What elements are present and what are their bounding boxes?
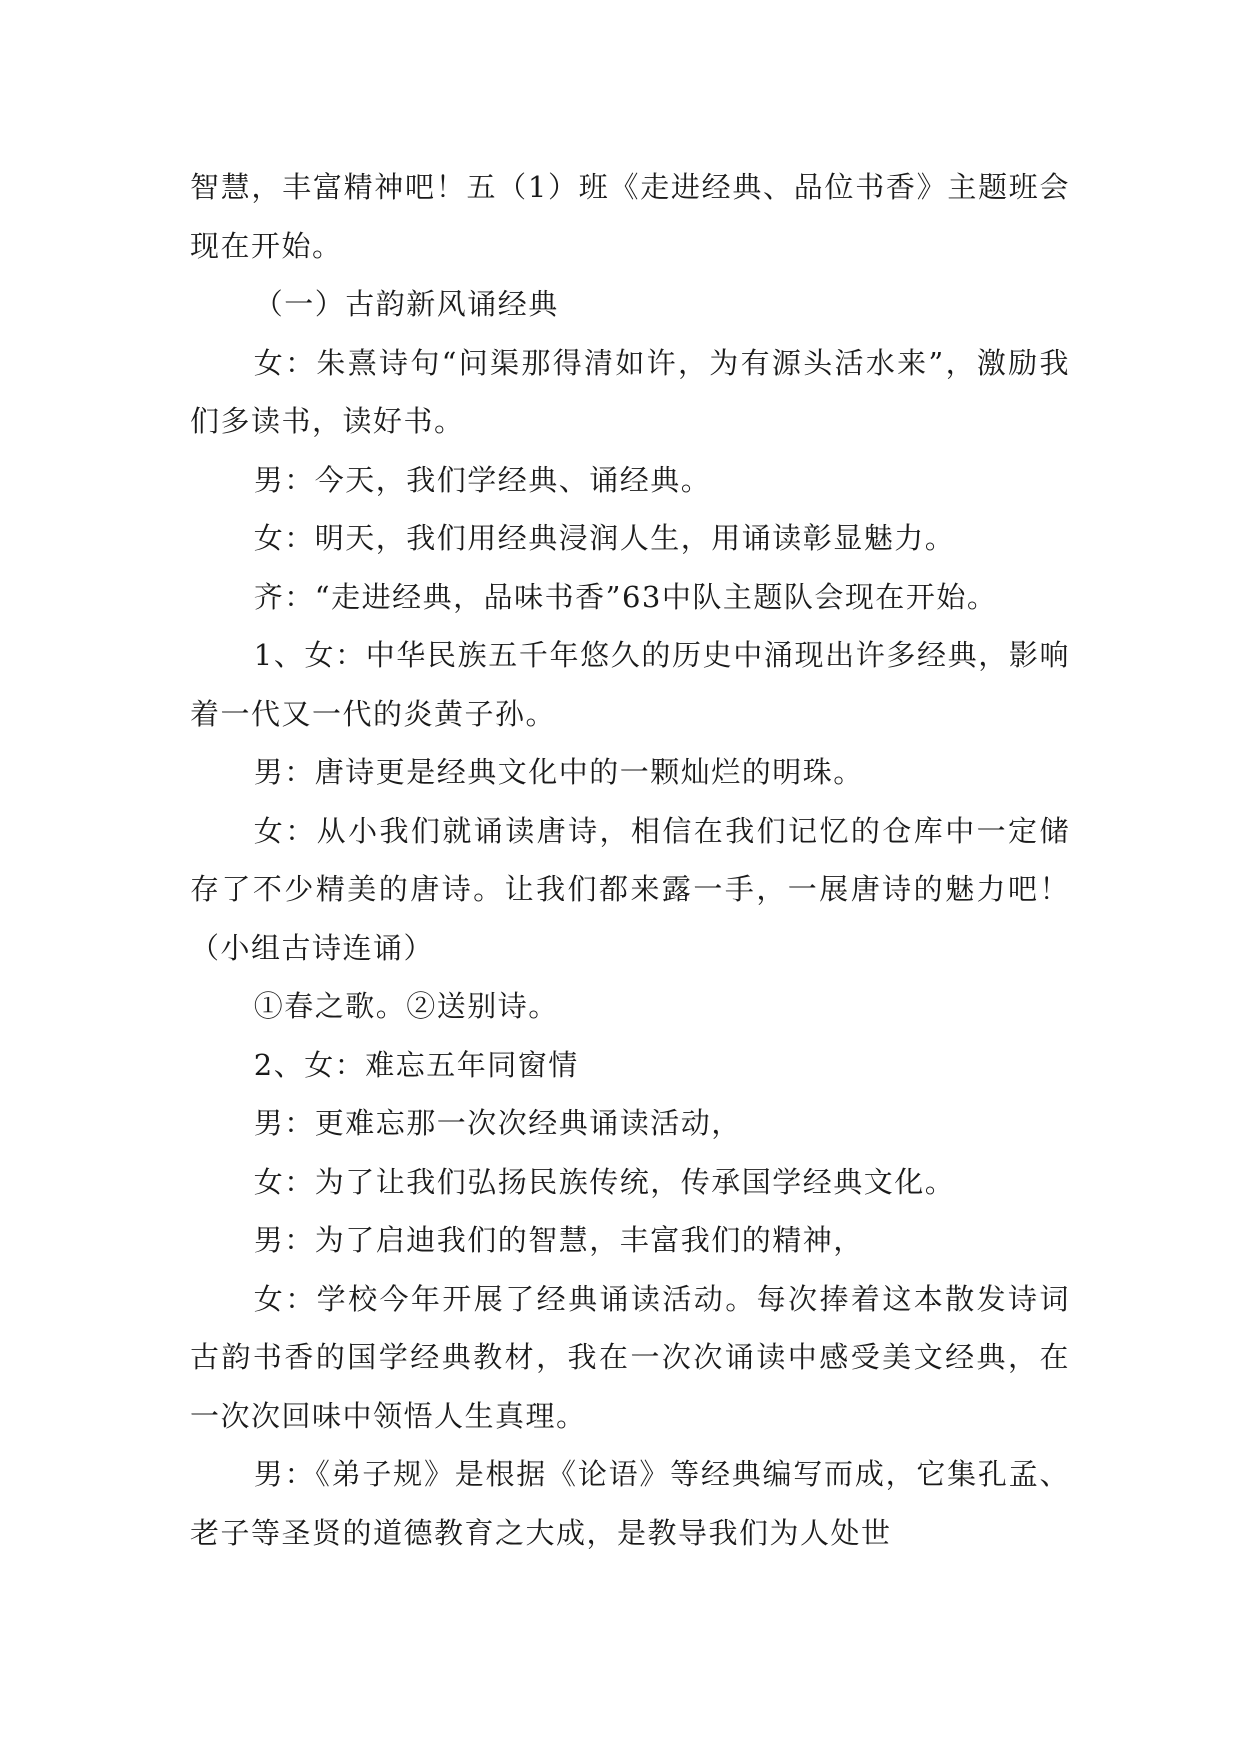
section-heading: （一）古韵新风诵经典 (253, 287, 559, 321)
paragraph-11: 2、女：难忘五年同窗情 (253, 1047, 579, 1082)
paragraph-16: 男：《弟子规》是根据《论语》等经典编写而成，它集孔孟、老子等圣贤的道德教育之大成，是教导我们为人处世 (190, 1457, 1070, 1550)
paragraph-8: 男：唐诗更是经典文化中的一颗灿烂的明珠。 (253, 755, 864, 789)
paragraph-13: 女：为了让我们弘扬民族传统，传承国学经典文化。 (253, 1164, 956, 1199)
paragraph-4: 男：今天，我们学经典、诵经典。 (253, 462, 712, 497)
paragraph-6: 齐：“走进经典，品味书香”63中队主题队会现在开始。 (253, 579, 998, 614)
paragraph-12: 男：更难忘那一次次经典诵读活动， (253, 1106, 742, 1140)
paragraph-9: 女：从小我们就诵读唐诗，相信在我们记忆的仓库中一定储存了不少精美的唐诗。让我们都来露一手，一展唐诗的魅力吧！（小组古诗连诵） (190, 813, 1070, 965)
paragraph-1: 智慧，丰富精神吧！五（1）班《走进经典、品位书香》主题班会现在开始。 (190, 170, 1070, 263)
paragraph-5: 女：明天，我们用经典浸润人生，用诵读彰显魅力。 (253, 521, 956, 555)
paragraph-14: 男：为了启迪我们的智慧，丰富我们的精神， (253, 1223, 864, 1257)
document-page (190, 158, 1070, 1562)
paragraph-7: 1、女：中华民族五千年悠久的历史中涌现出许多经典，影响着一代又一代的炎黄子孙。 (190, 638, 1070, 731)
paragraph-3: 女：朱熹诗句“问渠那得清如许，为有源头活水来”，激励我们多读书，读好书。 (190, 345, 1070, 438)
paragraph-10: ①春之歌。②送别诗。 (253, 989, 559, 1023)
paragraph-15: 女：学校今年开展了经典诵读活动。每次捧着这本散发诗词古韵书香的国学经典教材，我在一次次诵读中感受美文经典，在一次次回味中领悟人生真理。 (190, 1281, 1070, 1433)
